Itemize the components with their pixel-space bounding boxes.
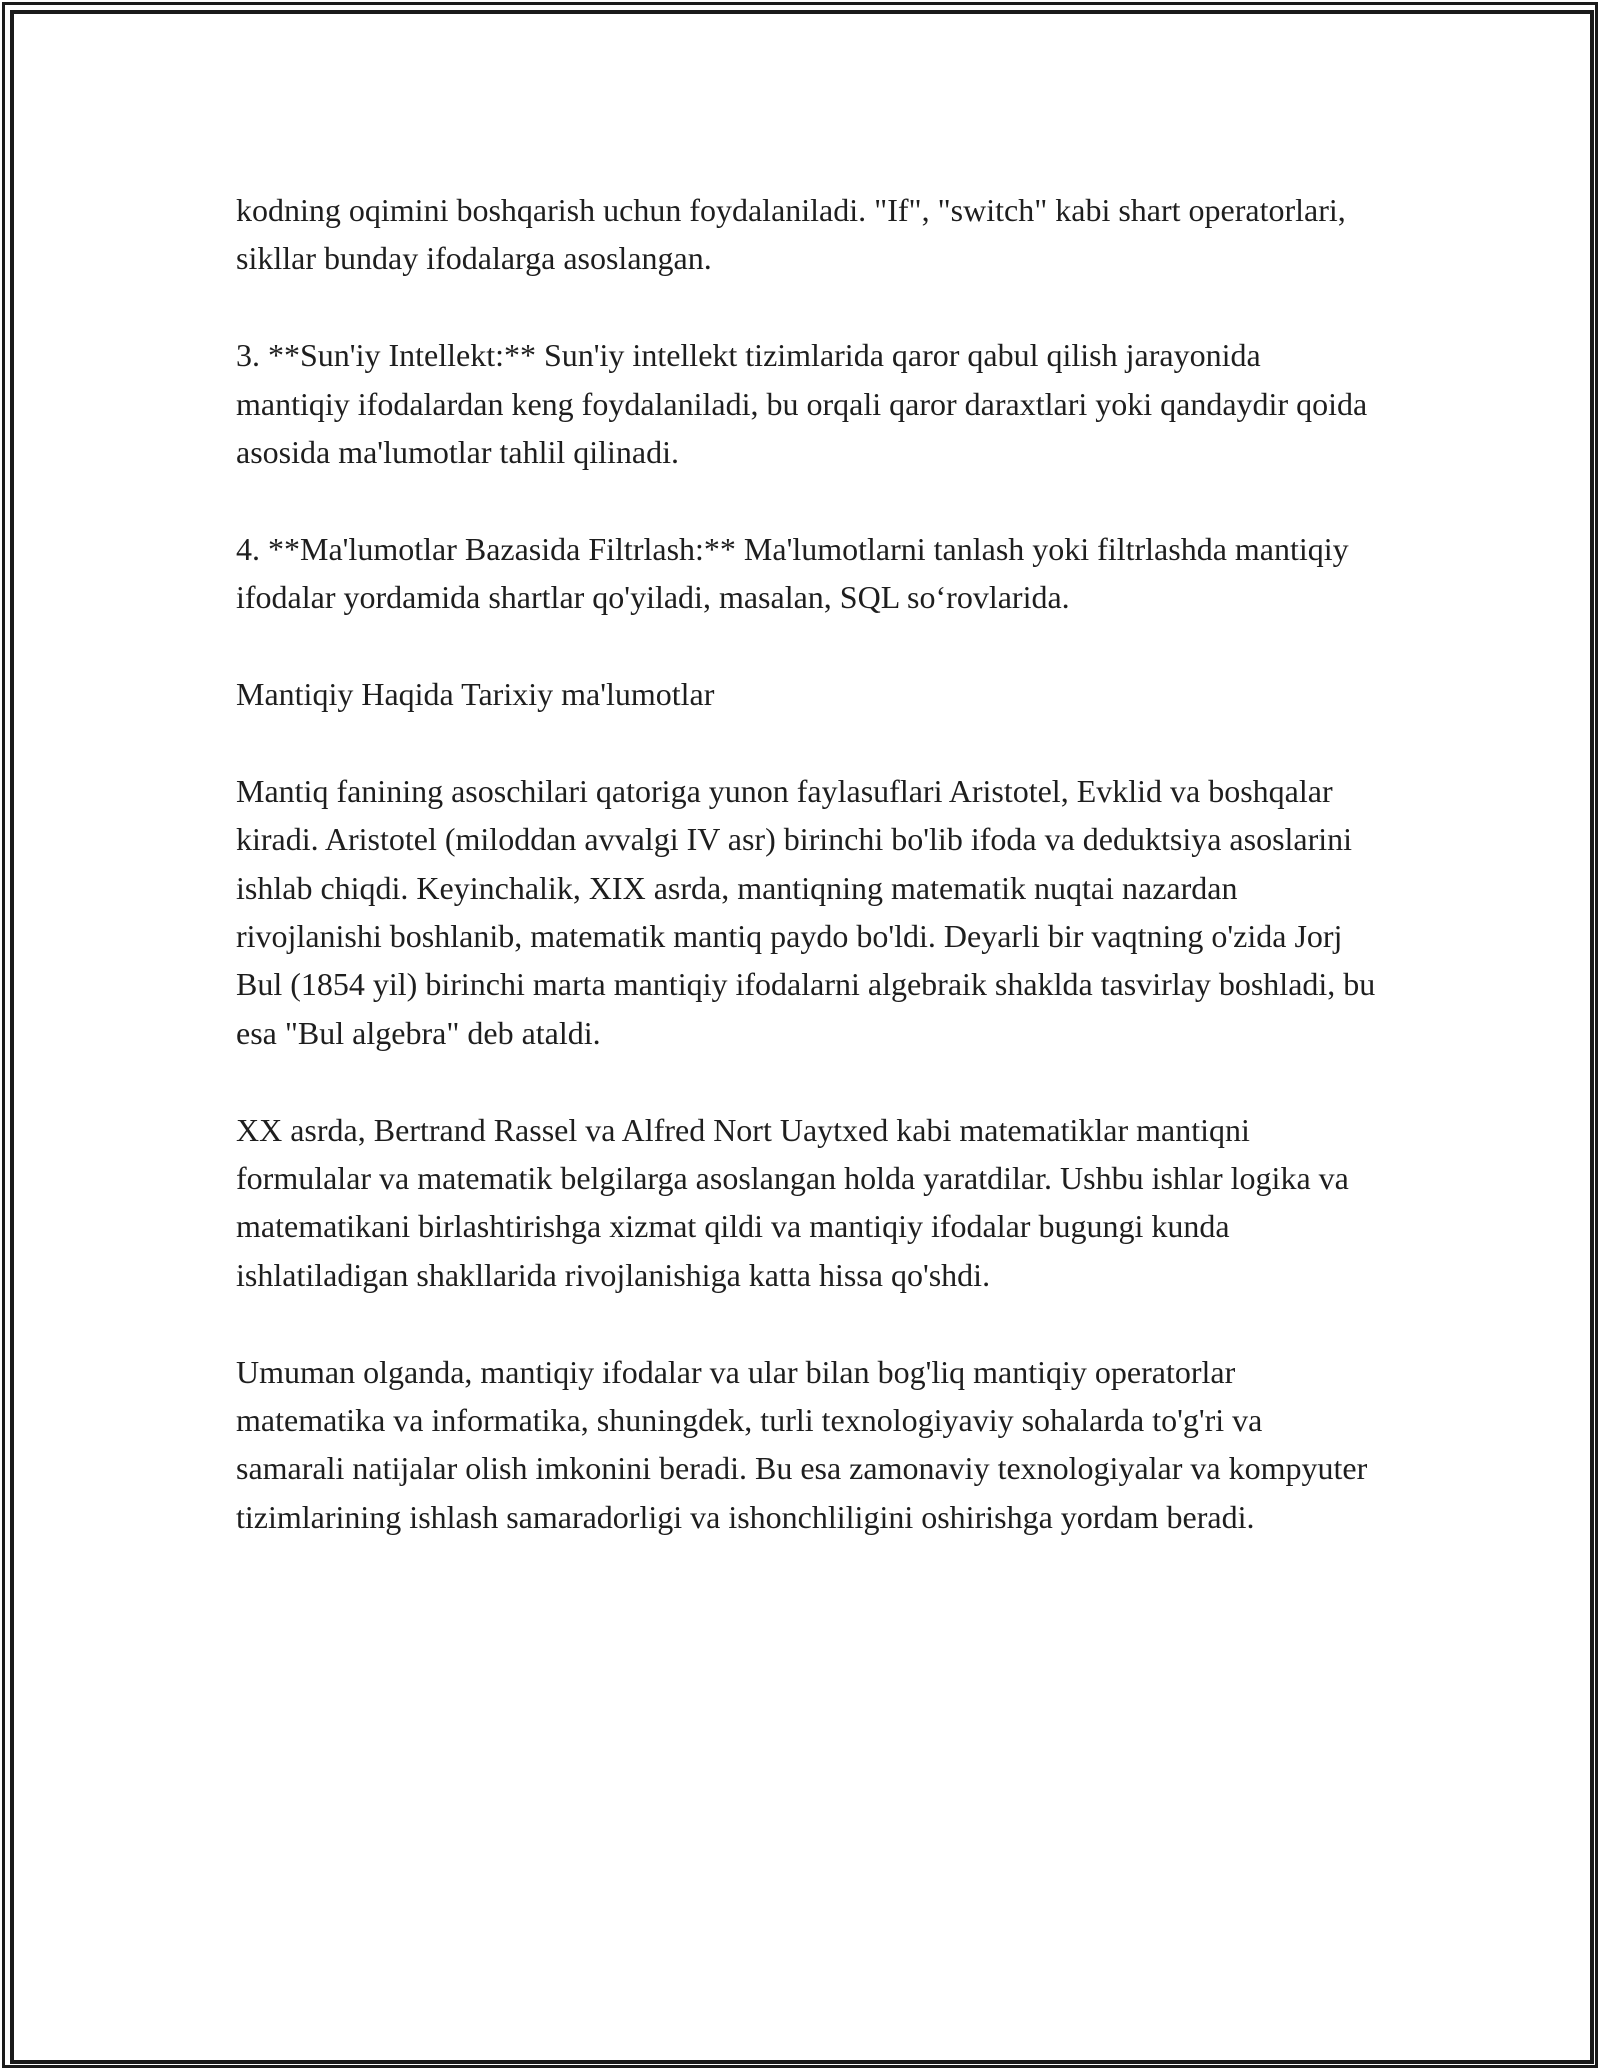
- paragraph-history: Mantiq fanining asoschilari qatoriga yunon faylasuflari Aristotel, Evklid va boshqalar kiradi. Aristotel (miloddan avvalgi IV asr) birinchi bo'lib ifoda va deduktsiya asoslarini ishlab chiqdi. Keyinchalik, XIX asrda, mantiqning matematik nuqtai nazardan rivojlanishi boshlanib, matematik mantiq paydo bo'ldi. Deyarli bir vaqtning o'zida Jorj Bul (1854 yil) birinchi marta mantiqiy ifodalarni algebraik shaklda tasvirlay boshladi, bu esa "Bul algebra" deb ataldi.: [236, 772, 1376, 1051]
- paragraph-conclusion: Umuman olganda, mantiqiy ifodalar va ular bilan bog'liq mantiqiy operatorlar matematika va informatika, shuningdek, turli texnologiyaviy sohalarda to'g'ri va samarali natijalar olish imkonini beradi. Bu esa zamonaviy texnologiyalar va kompyuter tizimlarining ishlash samaradorligi va ishonchliligini oshirishga yordam beradi.: [236, 1353, 1368, 1535]
- list-item-database-filtering: 4. **Ma'lumotlar Bazasida Filtrlash:** Ma'lumotlarni tanlash yoki filtrlashda mantiqiy ifodalar yordamida shartlar qo'yiladi, masalan, SQL so‘rovlarida.: [236, 530, 1349, 616]
- list-item-artificial-intelligence: 3. **Sun'iy Intellekt:** Sun'iy intellekt tizimlarida qaror qabul qilish jarayonida mantiqiy ifodalardan keng foydalaniladi, bu orqali qaror daraxtlari yoki qandaydir qoida asosida ma'lumotlar tahlil qilinadi.: [236, 337, 1368, 471]
- paragraph-continuation: kodning oqimini boshqarish uchun foydalaniladi. "If", "switch" kabi shart operatorlari, sikllar bunday ifodalarga asoslangan.: [236, 192, 1346, 277]
- section-heading: Mantiqiy Haqida Tarixiy ma'lumotlar: [236, 676, 715, 713]
- document-body: [236, 186, 1376, 1541]
- paragraph-twentieth-century: XX asrda, Bertrand Rassel va Alfred Nort Uaytxed kabi matematiklar mantiqni formulalar va matematik belgilarga asoslangan holda yaratdilar. Ushbu ishlar logika va matematikani birlashtirishga xizmat qildi va mantiqiy ifodalar bugungi kunda ishlatiladigan shakllarida rivojlanishiga katta hissa qo'shdi.: [236, 1111, 1349, 1293]
